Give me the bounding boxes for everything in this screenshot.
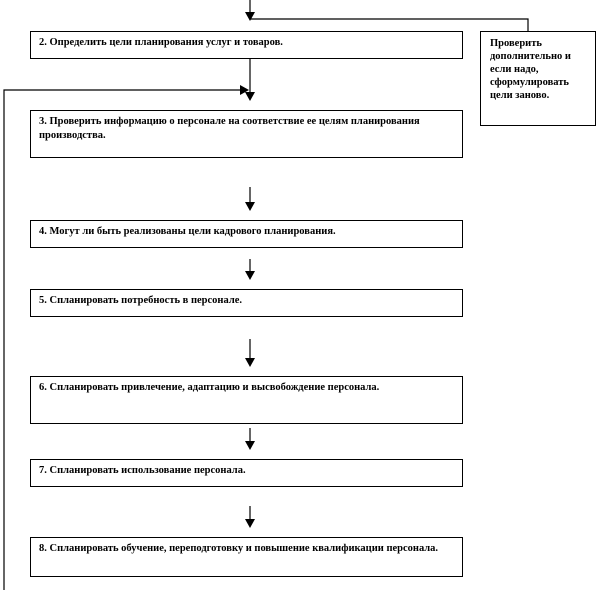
step-8-text: 8. Спланировать обучение, переподготовку и повышение квалификации персонала. (39, 543, 439, 554)
step-6-box (30, 376, 463, 424)
step-4-box (30, 220, 463, 248)
step-6-text: 6. Спланировать привлечение, адаптацию и высвобождение персонала. (39, 382, 380, 393)
arrowhead-3-4 (245, 202, 255, 211)
step-2-box (30, 31, 463, 59)
side-note-box (480, 31, 596, 126)
step-4-text: 4. Могут ли быть реализованы цели кадрового планирования. (39, 226, 336, 237)
step-5-text: 5. Спланировать потребность в персонале. (39, 295, 243, 306)
arrowhead-5-6 (245, 358, 255, 367)
step-5-box (30, 289, 463, 317)
arrowhead-7-8 (245, 519, 255, 528)
step-8-box (30, 537, 463, 577)
step-3-box (30, 110, 463, 158)
arrowhead-2-3 (245, 92, 255, 101)
step-7-text: 7. Спланировать использование персонала. (39, 465, 246, 476)
step-7-box (30, 459, 463, 487)
side-note-text: Проверить дополнительно и если надо, сформулировать цели заново. (490, 38, 571, 101)
step-2-text: 2. Определить цели планирования услуг и товаров. (39, 37, 283, 48)
loop-back-line (4, 90, 243, 590)
arrowhead-6-7 (245, 441, 255, 450)
arrowhead-top-in (245, 12, 255, 21)
branch-to-side-note (250, 19, 528, 31)
step-3-text: 3. Проверить информацию о персонале на соответствие ее целям планирования производства. (39, 116, 420, 141)
arrowhead-4-5 (245, 271, 255, 280)
